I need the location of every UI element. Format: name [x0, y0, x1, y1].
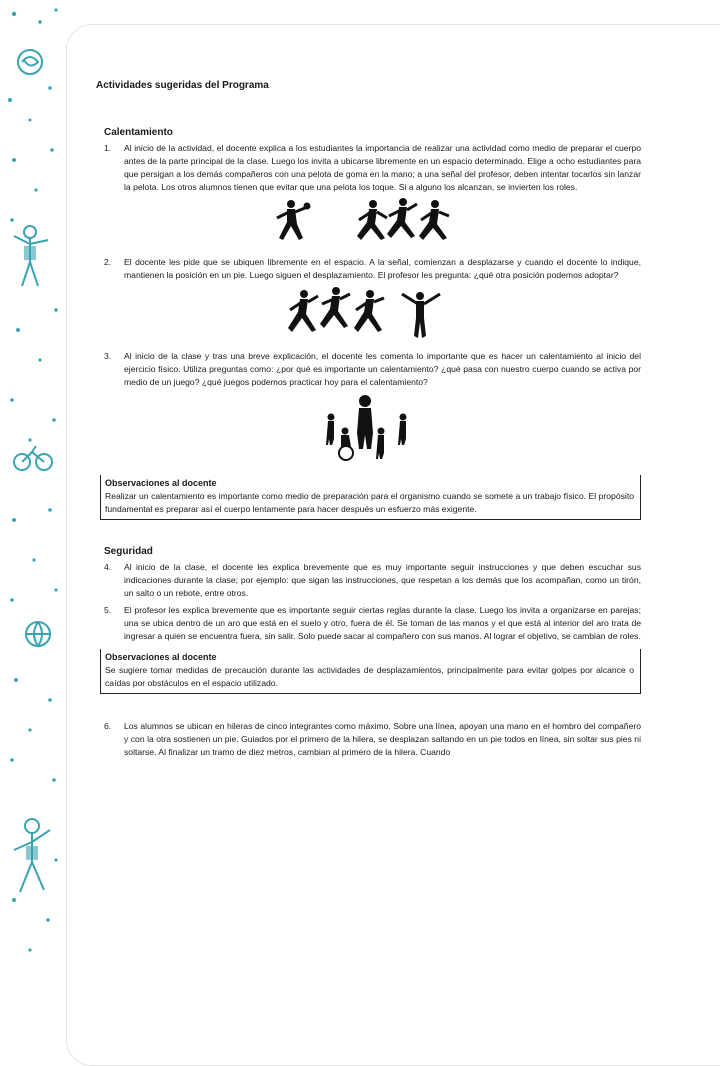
document-content [96, 80, 641, 763]
group-figure [96, 393, 641, 465]
teacher-and-kids-illustration [319, 393, 419, 465]
observations-text: Se sugiere tomar medidas de precaución durante las actividades de desplazamientos, principalmente para evitar golpes por alcance o caídas por obstáculos en el espacio utilizado. [105, 665, 634, 688]
jumping-kid-silhouette [402, 292, 440, 338]
item-number: 4. [104, 562, 112, 572]
observations-title: Observaciones al docente [105, 652, 217, 662]
runner-silhouette [419, 200, 449, 240]
list-item [96, 561, 641, 600]
observations-title: Observaciones al docente [105, 478, 217, 488]
item-text: Al inicio de la clase y tras una breve explicación, el docente les comenta lo importante que es hacer un calentamiento al inicio del ejercicio físico. Utiliza preguntas como: ¿por qué es importante un calentamiento? ¿qué pasa con nuestro cuerpo cuando se activa por medio de un juego? ¿qué juegos podemos practicar hoy para el calentamiento? [124, 351, 641, 387]
runner-silhouette [320, 287, 350, 328]
item-number: 5. [104, 605, 112, 615]
list-item [96, 604, 641, 643]
runner-silhouette [387, 198, 417, 238]
bicycle-icon [14, 446, 52, 470]
list-item [96, 720, 641, 759]
observations-box [100, 649, 641, 694]
item-text: Al inicio de la clase, el docente les explica brevemente que es muy importante seguir instrucciones y que deben escuchar sus indicaciones durante la clase; por ejemplo: que sigan las instrucciones, que respetan a los demás que los acompañan, como un tirón, un salto o un rebote, entre otros. [124, 562, 641, 598]
section-title-seguridad: Seguridad [104, 546, 153, 557]
child-figure-icon [14, 226, 48, 286]
runner-silhouette [288, 290, 318, 332]
item-text: Los alumnos se ubican en hileras de cinco integrantes como máximo. Sobre una línea, apoyan una mano en el hombro del compañero y con la otra sostienen un pie. Guiados por el primero de la hilera, se desplazan saltando en un pie todos en línea, sin soltar sus pies ni soltarse. Al finalizar un tramo de diez metros, cambian al primero de la hilera. Cuando [124, 721, 641, 757]
runner-silhouette [354, 290, 384, 332]
kid-silhouette [376, 428, 385, 460]
running-boy-icon [14, 819, 50, 892]
item-number: 2. [104, 257, 112, 267]
item-text: Al inicio de la actividad, el docente explica a los estudiantes la importancia de realizar una actividad como medio de preparar el cuerpo antes de la parte principal de la clase. Luego los invita a ubicarse libremente en un espacio determinado. Elige a ocho estudiantes para que persigan a los demás compañeros con una pelota de goma en la mano; a una señal del profesor, deben intentar tocarlos sin lanzar la pelota. Los otros alumnos tienen que evitar que una pelota los toque. Si a alguno los alcanzan, se invierten los roles. [124, 143, 641, 192]
item-number: 6. [104, 721, 112, 731]
kid-with-ball-silhouette [277, 200, 311, 240]
item-number: 1. [104, 143, 112, 153]
document-title: Actividades sugeridas del Programa [96, 80, 269, 91]
list-item [96, 256, 641, 282]
observations-box [100, 475, 641, 520]
item-number: 3. [104, 351, 112, 361]
globe-ball-icon [26, 622, 50, 646]
list-item [96, 142, 641, 194]
margin-decoration [0, 0, 70, 1020]
item-text: El docente les pide que se ubiquen libremente en el espacio. A la señal, comienzan a desplazarse y cuando el docente lo indique, mantienen la posición en un pie. Luego siguen el desplazamiento. El profesor les pregunta: ¿qué otra posición podemos adoptar? [124, 257, 641, 280]
running-kids-illustration [269, 198, 469, 246]
running-kids-figure [96, 198, 641, 246]
balancing-kids-illustration [284, 286, 454, 340]
teacher-silhouette [357, 395, 373, 449]
section-title-calentamiento: Calentamiento [104, 127, 173, 138]
wheelchair-kid-silhouette [339, 428, 353, 461]
observations-text: Realizar un calentamiento es importante como medio de preparación para el organismo cuando se somete a un trabajo físico. El propósito fundamental es preparar así el cuerpo lentamente para hacer después un esfuerzo más exigente. [105, 491, 634, 514]
swirl-ball-icon [18, 50, 42, 74]
list-item [96, 350, 641, 389]
item-text: El profesor les explica brevemente que es importante seguir ciertas reglas durante la clase. Luego los invita a organizarse en parejas; una se ubica dentro de un aro que está en el suelo y otro, fuera de él. Se toman de las manos y el que está al interior del aro trata de ingresar a quien se encuentra fuera, sin salir. Solo puede sacar al compañero con sus manos. Al lograr el objetivo, se cambian de roles. [124, 605, 641, 641]
kid-silhouette [398, 414, 407, 446]
decor-dots [8, 8, 58, 951]
balancing-kids-figure [96, 286, 641, 340]
runner-silhouette [357, 200, 387, 240]
kid-silhouette [326, 414, 335, 446]
